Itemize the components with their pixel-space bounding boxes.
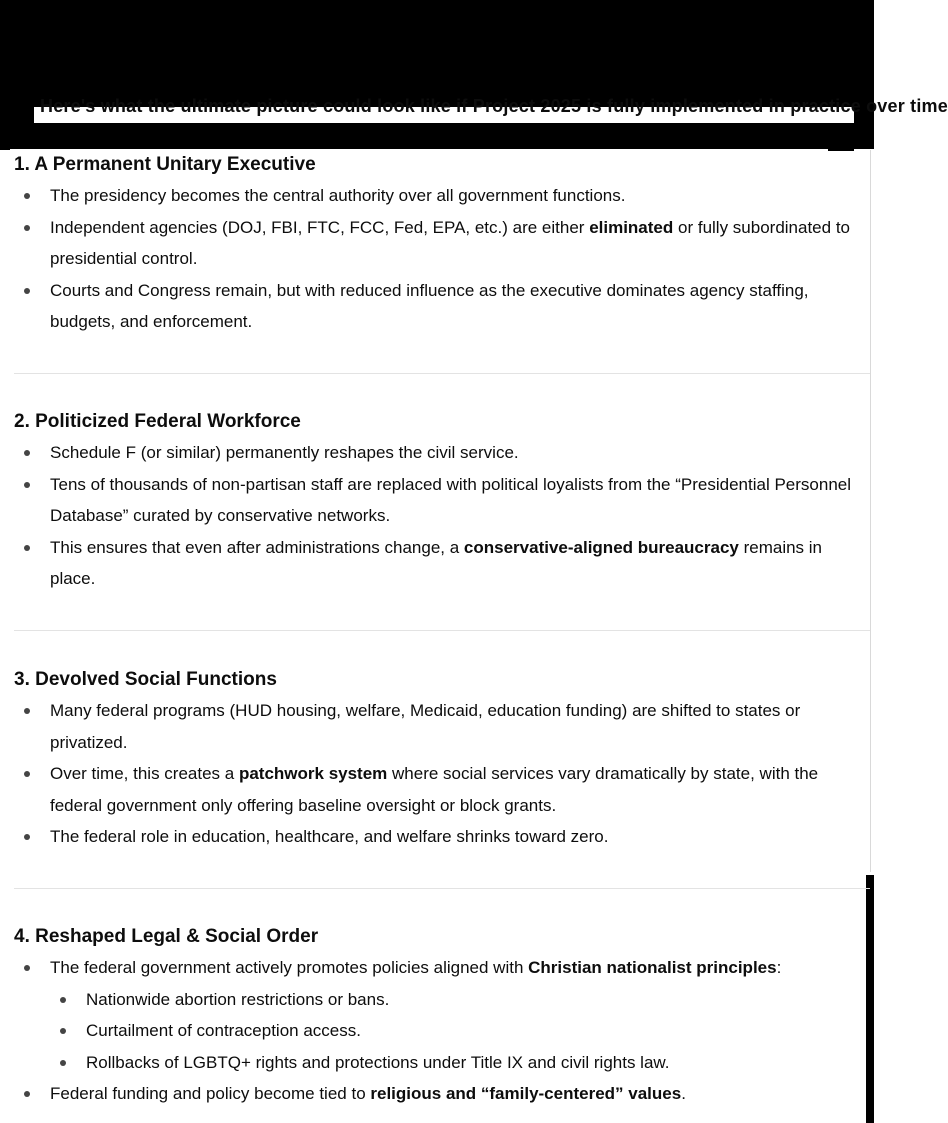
bullet-item	[14, 695, 866, 758]
text-run: where social services vary dramatically by state, with the federal government only offering baseline oversight or block grants.	[50, 764, 819, 815]
section-divider	[14, 888, 870, 889]
section-heading: 4. Reshaped Legal & Social Order	[14, 926, 319, 947]
bullet-dot-icon	[24, 288, 30, 294]
text-run: The federal government actively promotes policies aligned with	[50, 958, 529, 977]
text-run: The federal role in education, healthcare, and welfare shrinks toward zero.	[50, 827, 609, 846]
bullet-item	[14, 821, 866, 853]
sub-bullet-item	[14, 984, 866, 1016]
text-run: Over time, this creates a	[50, 764, 239, 783]
bullet-list	[14, 180, 866, 338]
bold-phrase: religious and “family-centered” values	[370, 1084, 682, 1103]
bullet-list	[14, 437, 866, 595]
bullet-item	[14, 1078, 866, 1110]
bullet-item	[14, 180, 866, 212]
text-run: .	[681, 1084, 686, 1103]
text-run: Rollbacks of LGBTQ+ rights and protections under Title IX and civil rights law.	[86, 1052, 670, 1072]
bullet-item	[14, 758, 866, 821]
text-run: Tens of thousands of non-partisan staff are replaced with political loyalists from the “Presidential Personnel Database” curated by conservative networks.	[50, 474, 852, 525]
text-run: Independent agencies (DOJ, FBI, FTC, FCC, Fed, EPA, etc.) are either	[50, 217, 590, 237]
right-edge	[870, 150, 875, 872]
bullet-list	[14, 952, 866, 1110]
bullet-dot-icon	[60, 997, 66, 1003]
sub-bullet-item	[14, 1047, 866, 1079]
section-devolved-social-functions	[14, 665, 866, 853]
text-run: :	[776, 958, 782, 977]
bullet-dot-icon	[24, 834, 30, 840]
bullet-dot-icon	[24, 450, 30, 456]
section-divider	[14, 630, 870, 631]
bullet-dot-icon	[24, 225, 30, 231]
bullet-dot-icon	[24, 193, 30, 199]
clipped-heading-band	[34, 96, 948, 123]
bullet-dot-icon	[24, 965, 30, 971]
left-edge-shadow	[0, 138, 10, 150]
section-divider	[14, 373, 870, 374]
section-permanent-unitary-executive	[14, 150, 866, 338]
bullet-dot-icon	[60, 1028, 66, 1034]
bold-phrase: conservative-aligned bureaucracy	[463, 537, 739, 557]
bullet-dot-icon	[24, 1091, 30, 1097]
text-run: Schedule F (or similar) permanently reshapes the civil service.	[50, 443, 519, 462]
section-reshaped-legal-social-order	[14, 922, 866, 1110]
bullet-dot-icon	[60, 1060, 66, 1066]
text-run: Federal funding and policy become tied to	[50, 1084, 371, 1103]
section-politicized-federal-workforce	[14, 407, 866, 595]
text-run: Nationwide abortion restrictions or bans.	[86, 989, 390, 1009]
top-edge-shadow	[10, 138, 874, 149]
right-edge-shadow	[866, 875, 874, 1123]
text-run: Many federal programs (HUD housing, welfare, Medicaid, education funding) are shifted to states or privatized.	[50, 701, 801, 752]
bold-phrase: Christian nationalist principles	[528, 958, 777, 977]
bullet-dot-icon	[24, 771, 30, 777]
text-run: Curtailment of contraception access.	[86, 1021, 361, 1040]
bullet-item	[14, 532, 866, 595]
section-heading: 2. Politicized Federal Workforce	[14, 411, 301, 432]
bullet-item	[14, 275, 866, 338]
bullet-item	[14, 952, 866, 984]
text-run: Courts and Congress remain, but with reduced influence as the executive dominates agency staffing, budgets, and enforcement.	[50, 280, 809, 331]
text-run: The presidency becomes the central authority over all government functions.	[50, 186, 626, 205]
text-run: This ensures that even after administrations change, a	[50, 537, 464, 557]
text-run: or fully subordinated to presidential control.	[50, 217, 850, 268]
bullet-item	[14, 212, 866, 275]
bullet-item	[14, 437, 866, 469]
section-heading: 3. Devolved Social Functions	[14, 669, 277, 690]
clipped-heading-text: Here's what the ultimate picture could look like if Project 2025 is fully implemented in practice over time	[40, 96, 948, 116]
sub-bullet-list	[14, 984, 866, 1079]
bullet-list	[14, 695, 866, 853]
bold-phrase: eliminated	[589, 217, 674, 237]
bullet-dot-icon	[24, 545, 30, 551]
section-heading: 1. A Permanent Unitary Executive	[14, 154, 316, 175]
bullet-dot-icon	[24, 482, 30, 488]
sub-bullet-item	[14, 1015, 866, 1047]
bullet-item	[14, 469, 866, 532]
bullet-dot-icon	[24, 708, 30, 714]
text-run: remains in place.	[50, 537, 823, 588]
bold-phrase: patchwork system	[238, 764, 388, 783]
